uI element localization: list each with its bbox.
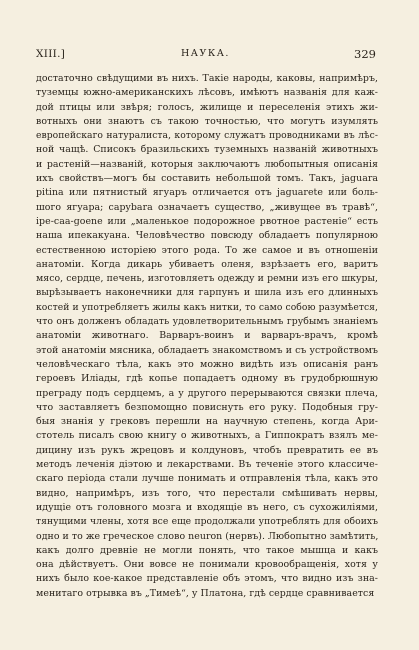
text-line: естественною исторіею этого рода. То же самое и въ отношеніи	[36, 244, 378, 256]
text-line: дой птицы или звѣря; голосъ, жилище и переселенія этихъ жи-	[36, 101, 378, 113]
text-line: европейскаго натуралиста, которому служатъ проводниками въ лѣс-	[36, 130, 378, 142]
text-line: ной чащѣ. Списокъ бразильскихъ туземныхъ названій животныхъ	[36, 144, 378, 156]
text-line: костей и употребляетъ жилы какъ нитки, то само собою разумѣется,	[36, 301, 378, 313]
text-line: ихъ свойствъ—могъ бы составить небольшой томъ. Такъ, jaguara	[36, 173, 378, 185]
text-line: нихъ было кое-какое представленіе объ этомъ, что видно изъ зна-	[36, 573, 378, 585]
text-line: стотель писалъ свою книгу о животныхъ, а Гиппократъ взялъ ме-	[36, 430, 378, 442]
text-line: вырѣзываетъ наконечники для гарпунъ и шила изъ его длинныхъ	[36, 287, 378, 299]
text-line: видно, напримѣръ, изъ того, что перестали смѣшивать нервы,	[36, 487, 378, 499]
text-line: мясо, сердце, печень, изготовляетъ одежду и ремни изъ его шкуры,	[36, 273, 378, 285]
text-line: героевъ Иліады, гдѣ копье попадаетъ одному въ грудобрюшную	[36, 373, 378, 385]
text-line: какъ долго древніе не могли понять, что такое мышца и какъ	[36, 544, 378, 556]
text-line: что заставляетъ безпомощно повиснуть его руку. Подобныя гру-	[36, 401, 378, 413]
text-line: достаточно свѣдущими въ нихъ. Такіе народы, каковы, напримѣръ,	[36, 73, 378, 84]
text-line: pitina или пятнистый ягуаръ отличается отъ jaguarete или боль-	[36, 187, 378, 199]
text-line: идущіе отъ головного мозга и входящіе въ него, съ сухожиліями,	[36, 501, 378, 513]
text-line: тянущими члены, хотя все еще продолжали употреблять для обоихъ	[36, 516, 378, 528]
text-line: методъ леченія діэтою и лекарствами. Въ теченіе этого классиче-	[36, 459, 378, 471]
text-line: человѣческаго тѣла, какъ это можно видѣть изъ описанія ранъ	[36, 358, 378, 370]
page-number: 329	[354, 47, 376, 61]
text-line: и растеній—названій, которыя заключаютъ любопытныя описанія	[36, 158, 378, 170]
text-line: вотныхъ они знаютъ съ такою точностью, что могутъ изумлять	[36, 115, 378, 127]
text-line: быя знанія у грековъ перешли на научную степень, когда Ари-	[36, 416, 378, 428]
body-text	[36, 72, 378, 601]
text-line: она дѣйствуетъ. Они вовсе не понимали кровообращенія, хотя у	[36, 559, 378, 571]
text-line: преграду подъ сердцемъ, а у другого перерываются связки плеча,	[36, 387, 378, 399]
text-line: менитаго отрывка въ „Тимеѣ“, у Платона, гдѣ сердце сравнивается	[36, 587, 375, 599]
text-line: этой анатоміи мясника, обладаетъ знакомствомъ и съ устройствомъ	[36, 344, 378, 356]
text-line: дицину изъ рукъ жрецовъ и колдуновъ, чтобъ превратить ее въ	[36, 444, 378, 456]
text-line: одно и то же греческое слово neuron (нервъ). Любопытно замѣтить,	[36, 530, 379, 542]
chapter-number: XIII.]	[36, 48, 66, 60]
text-line: что онъ долженъ обладать удовлетворительнымъ грубымъ знаніемъ	[36, 316, 378, 328]
text-line: туземцы южно-американскихъ лѣсовъ, имѣютъ названія для каж-	[36, 87, 378, 99]
text-line: анатоміи. Когда дикарь убиваетъ оленя, взрѣзаетъ его, варитъ	[36, 258, 378, 270]
page-header	[36, 46, 376, 62]
text-line: анатоміи животнаго. Варваръ-воинъ и варваръ-врачъ, кромѣ	[36, 330, 378, 342]
running-title: НАУКА.	[181, 48, 230, 59]
text-line: скаго періода стали лучше понимать и отправленія тѣла, какъ это	[36, 473, 378, 485]
text-line: шого ягуара; capybara означаетъ существо, „живущее въ травѣ“,	[36, 201, 378, 213]
text-line: ipe-caa-goene или „маленькое подорожное рвотное растеніе“ есть	[36, 215, 378, 227]
text-line: наша ипекакуана. Человѣчество повсюду обладаетъ популярною	[36, 230, 378, 242]
